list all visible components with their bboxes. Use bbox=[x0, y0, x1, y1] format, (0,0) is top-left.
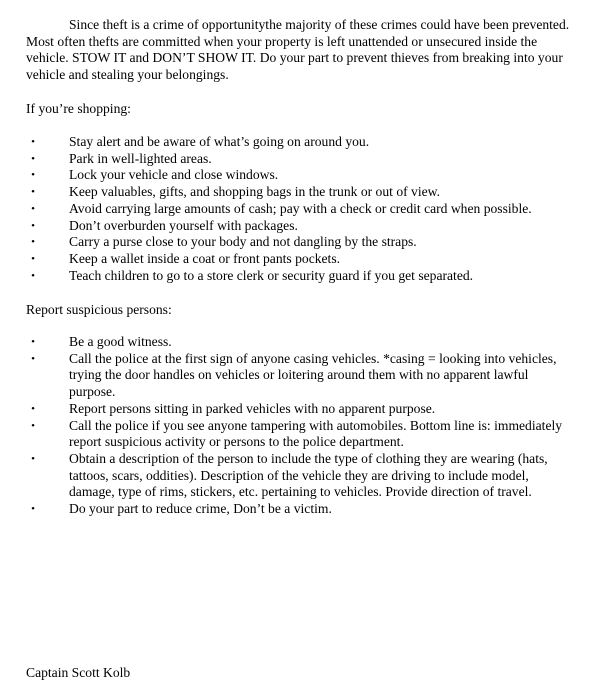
list-item bbox=[0, 234, 599, 251]
list-item bbox=[0, 167, 599, 184]
intro-paragraph: Since theft is a crime of opportunitythe majority of these crimes could have been prevented. Most often thefts are committed when your property is left unattended or unsecured inside the vehicle. STOW IT and DON’T SHOW IT. Do your part to prevent thieves from breaking into your vehicle and stealing your belongings. bbox=[26, 17, 570, 83]
list-item-text: Lock your vehicle and close windows. bbox=[69, 167, 279, 183]
bullet-icon: • bbox=[31, 252, 35, 265]
list-item bbox=[0, 201, 599, 218]
bullet-icon: • bbox=[31, 219, 35, 232]
bullet-icon: • bbox=[31, 136, 35, 148]
list-item-text: Stay alert and be aware of what’s going on around you. bbox=[69, 134, 370, 149]
list-item-text: Keep a wallet inside a coat or front pants pockets. bbox=[69, 250, 341, 266]
signature: Captain Scott Kolb bbox=[26, 665, 131, 680]
list-item-text: Do your part to reduce crime, Don’t be a victim. bbox=[69, 501, 332, 517]
list-item bbox=[0, 151, 599, 168]
list-item-text: Teach children to go to a store clerk or security guard if you get separated. bbox=[69, 267, 474, 283]
list-item-text: Carry a purse close to your body and not dangling by the straps. bbox=[69, 234, 417, 250]
list-item bbox=[0, 251, 599, 268]
list-item bbox=[0, 351, 599, 401]
list-item-text: Call the police at the first sign of anyone casing vehicles. *casing = looking into vehicles, trying the door handles on vehicles or loitering around them with no apparent lawful purpose. bbox=[69, 350, 557, 400]
list-item bbox=[0, 501, 599, 518]
shopping-tips-list bbox=[0, 134, 599, 284]
bullet-icon: • bbox=[31, 152, 35, 165]
bullet-icon: • bbox=[31, 419, 35, 432]
list-item bbox=[0, 418, 599, 451]
list-item bbox=[0, 401, 599, 418]
bullet-icon: • bbox=[31, 236, 35, 249]
shopping-heading: If you’re shopping: bbox=[26, 101, 131, 116]
bullet-icon: • bbox=[31, 336, 35, 348]
bullet-icon: • bbox=[31, 202, 35, 215]
bullet-icon: • bbox=[31, 269, 35, 282]
report-tips-list bbox=[0, 334, 599, 518]
list-item bbox=[0, 334, 599, 351]
list-item bbox=[0, 268, 599, 285]
bullet-icon: • bbox=[31, 186, 35, 199]
list-item bbox=[0, 184, 599, 201]
bullet-icon: • bbox=[31, 402, 35, 415]
bullet-icon: • bbox=[31, 503, 35, 516]
bullet-icon: • bbox=[31, 169, 35, 182]
list-item bbox=[0, 451, 599, 501]
list-item-text: Report persons sitting in parked vehicles with no apparent purpose. bbox=[69, 400, 436, 416]
list-item-text: Keep valuables, gifts, and shopping bags in the trunk or out of view. bbox=[69, 184, 440, 200]
list-item-text: Obtain a description of the person to include the type of clothing they are wearing (hats, tattoos, scars, oddities). Description of the vehicle they are driving to include model, damage, type of rims, stickers, etc. pertaining to vehicles. Provide direction of travel. bbox=[69, 450, 548, 500]
list-item bbox=[0, 218, 599, 235]
bullet-icon: • bbox=[31, 352, 35, 365]
list-item-text: Park in well-lighted areas. bbox=[69, 150, 212, 166]
list-item-text: Avoid carrying large amounts of cash; pay with a check or credit card when possible. bbox=[69, 200, 532, 216]
bullet-icon: • bbox=[31, 452, 35, 465]
list-item-text: Be a good witness. bbox=[69, 334, 172, 349]
list-item-text: Don’t overburden yourself with packages. bbox=[69, 217, 298, 233]
list-item bbox=[0, 134, 599, 151]
list-item-text: Call the police if you see anyone tampering with automobiles. Bottom line is: immediately report suspicious activity or persons to the police department. bbox=[69, 417, 563, 450]
report-heading: Report suspicious persons: bbox=[26, 302, 172, 317]
